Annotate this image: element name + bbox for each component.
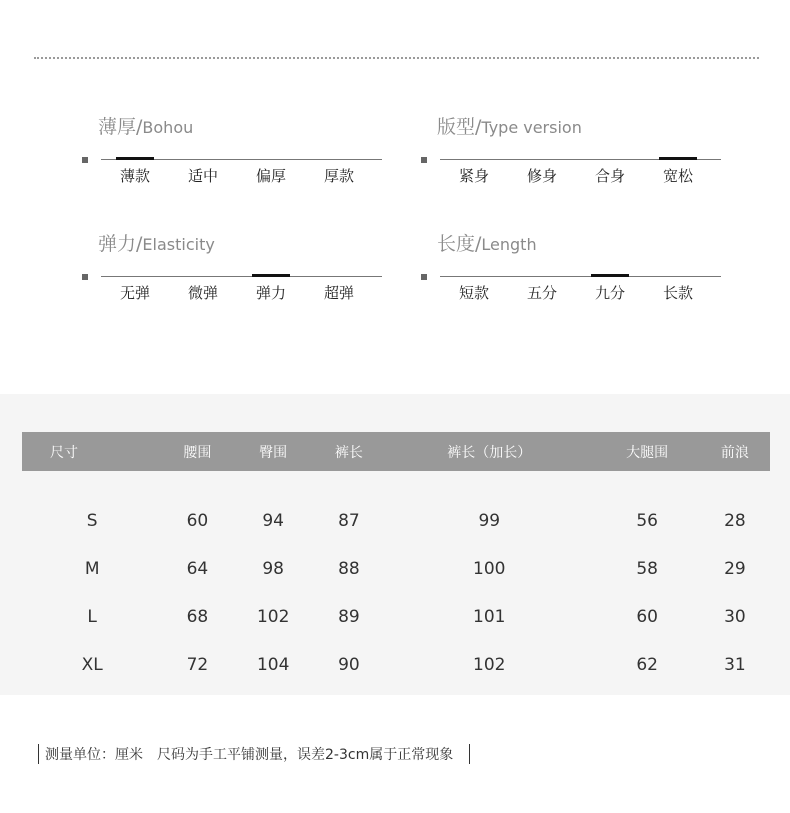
table-cell: XL [81, 655, 103, 675]
table-cell: 56 [636, 511, 658, 531]
size-chart-section [0, 394, 790, 695]
table-cell: 94 [262, 511, 284, 531]
attribute-option: 微弹 [187, 284, 218, 302]
table-cell: 30 [724, 607, 746, 627]
attribute-option: 弹力 [237, 276, 305, 303]
table-cell: 101 [473, 607, 506, 627]
measurement-note [38, 744, 470, 764]
table-cell: 99 [478, 511, 501, 531]
attribute-option: 紧身 [458, 167, 489, 185]
attribute-option: 修身 [526, 167, 557, 185]
table-cell: L [87, 607, 97, 627]
column-header: 裤长 [314, 432, 384, 471]
column-header: 裤长（加长） [384, 432, 595, 471]
attribute-title [437, 112, 582, 139]
attribute-fit [421, 112, 721, 202]
note-divider [38, 744, 39, 764]
attribute-title-en: Elasticity [142, 235, 215, 254]
table-row [22, 471, 770, 545]
attribute-option: 偏厚 [255, 167, 286, 185]
attribute-length [421, 229, 721, 319]
bullet-square-icon [421, 274, 427, 280]
table-cell: 60 [636, 607, 658, 627]
attribute-options [101, 159, 373, 186]
column-header: 大腿围 [595, 432, 700, 471]
table-cell: 90 [338, 655, 360, 675]
table-cell: S [86, 511, 98, 531]
table-cell: 28 [724, 511, 746, 531]
table-cell: M [84, 559, 100, 579]
table-cell: 100 [473, 559, 506, 579]
attribute-title [98, 112, 193, 139]
attribute-title-cn: 版型/ [437, 116, 482, 138]
attribute-title-en: Bohou [142, 118, 194, 137]
attribute-option: 薄款 [101, 159, 169, 186]
size-table [22, 432, 770, 689]
attribute-option: 合身 [594, 167, 625, 185]
table-cell: 31 [724, 655, 746, 675]
table-row [22, 641, 770, 689]
table-cell: 98 [262, 559, 284, 579]
table-row [22, 593, 770, 641]
table-cell: 87 [338, 511, 360, 531]
attribute-title-cn: 长度/ [437, 233, 482, 255]
attribute-option: 五分 [526, 284, 557, 302]
attribute-title-cn: 薄厚/ [98, 116, 143, 138]
table-cell: 104 [256, 655, 290, 675]
attribute-options [440, 159, 712, 186]
attribute-title [98, 229, 215, 256]
attribute-title-en: Length [481, 235, 537, 254]
column-header: 腰围 [162, 432, 232, 471]
attribute-option: 宽松 [644, 159, 712, 186]
attribute-thickness [82, 112, 382, 202]
attribute-option: 长款 [662, 284, 693, 302]
table-cell: 62 [636, 655, 658, 675]
table-cell: 72 [186, 655, 209, 675]
table-cell: 64 [186, 559, 209, 579]
bullet-square-icon [82, 157, 88, 163]
table-cell: 68 [186, 607, 209, 627]
column-header: 前浪 [700, 432, 770, 471]
table-header-row [22, 432, 770, 471]
table-cell: 60 [186, 511, 209, 531]
table-cell: 89 [338, 607, 360, 627]
attribute-option: 无弹 [119, 284, 150, 302]
column-header: 臀围 [233, 432, 314, 471]
dotted-divider [34, 57, 759, 59]
table-cell: 58 [636, 559, 658, 579]
note-divider [469, 744, 470, 764]
bullet-square-icon [421, 157, 427, 163]
column-header: 尺寸 [22, 432, 162, 471]
attribute-title-cn: 弹力/ [98, 233, 143, 255]
attribute-option: 厚款 [323, 167, 354, 185]
attribute-option: 超弹 [323, 284, 354, 302]
table-cell: 29 [724, 559, 746, 579]
table-row [22, 545, 770, 593]
attribute-title-en: Type version [481, 118, 582, 137]
table-cell: 88 [338, 559, 360, 579]
table-cell: 102 [473, 655, 506, 675]
measurement-unit: 测量单位：厘米 [45, 747, 143, 763]
attribute-options [101, 276, 373, 303]
attribute-option: 适中 [187, 167, 218, 185]
attribute-options [440, 276, 712, 303]
attribute-option: 短款 [458, 284, 489, 302]
table-cell: 102 [256, 607, 290, 627]
measurement-disclaimer: 尺码为手工平铺测量，误差2-3cm属于正常现象 [157, 747, 454, 763]
bullet-square-icon [82, 274, 88, 280]
attribute-title [437, 229, 537, 256]
attribute-option: 九分 [576, 276, 644, 303]
attribute-elasticity [82, 229, 382, 319]
